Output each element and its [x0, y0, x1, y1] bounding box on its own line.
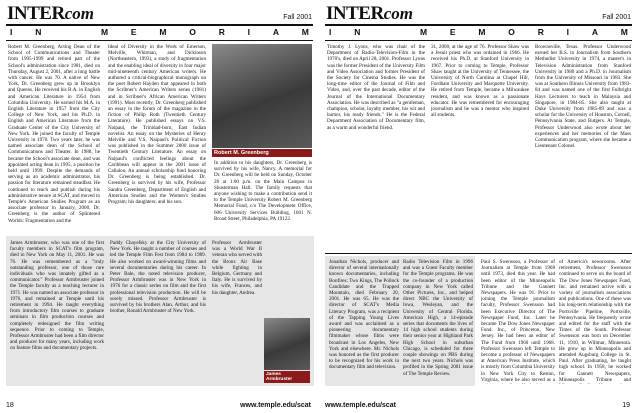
banner-gap [64, 27, 78, 38]
page-header [325, 2, 632, 26]
obituary-greenberg-col2: Ideal of Diversity in the Work of Emerson, Melville, Whitman, and Dickinson (Northeastern, 1993), a study of fragmentation and the enabling ideal of diversity in four major mid-nineteenth century American writers. He authored a critical-biographical monograph on the poet Robert Hayden that appeared in both the Scribner's American Writers series (1981) and in Scribner's African American Writers (1991). Most recently, Dr. Greenberg published an essay in the forum of the magazine in the fiction of Philip Roth (Twentieth Century Literature). He published essays on V.S. Naipaul, the Trinidad-born, East Indian novelist. An essay on the Mysteries of Henry Melville and V.S. Naipaul's Political Fiction was published in the Summer 2000 issue of Twentieth Century Literature. An essay on Naipaul's conflicted feelings about the Caribbean will appear in the 2001 issue of Callaloo. An annual scholarship fund honoring Dr. Greenberg is being established. Dr. Greenberg is survived by his wife, Professor Sandra Greenberg, Department of English and American Studies and the Women's Studies Program; his daughters; and his son. [108, 44, 206, 206]
banner-letter: I [247, 27, 251, 37]
issue-date: Fall 2001 [602, 14, 631, 21]
banner-letter: M [159, 27, 167, 37]
issue-date: Fall 2001 [283, 14, 312, 21]
footer-url[interactable]: www.temple.edu/scat [240, 402, 311, 409]
in-memoriam-banner [6, 27, 313, 38]
banner-letter: I [566, 27, 570, 37]
page-number: 18 [6, 402, 14, 409]
obituary-armbruster-col2: Paddy Chayefsky at the City University of New York. He taught a number of courses and led the Temple Film Fest from 1984 to 1989. He also worked on award-winning films and several documentaries during his career. In Peter Bale, the noted television producer, Professor Armbruster was in New York in 1976 for a classic series on film and the first professional television production. He will be sorely missed. Professor Armbruster is survived by his brothers Alan, Arthur, and his brother, Ronald Armbruster of New York. [110, 240, 206, 315]
obituary-shaw-col: 31, 2000, at the age of 76. Professor Shaw was a Jesuit priest who was ordained in 1966. He received his Ph.D. at Stanford University in 1967. Prior to coming to Temple, Professor Shaw taught at the University of Tennessee, the University of North Carolina at Chapel Hill, Fordham University and Marquette University. He retired from Temple, became a Milwaukee resident, and was known as a passionate educator. He was remembered for encouraging journalism and he was a mentor who inspired all students. [431, 44, 529, 119]
banner-letter: I [329, 27, 332, 37]
banner-letter: R [537, 27, 544, 37]
banner-letter: M [100, 27, 109, 37]
banner-letter: O [189, 27, 196, 37]
banner-letter: A [272, 27, 279, 37]
obituary-greenberg-col1: Robert M. Greenberg, Acting Dean of the School of Communications and Theater from 1995-1999 and retired part of the School's administration since 1981, died on Thursday, August 2, 2001, after a long battle with cancer. He was 70. A native of New York, Dr. Greenberg grew up in Brooklyn and Queens. He received his B.A. in English and American Literature in 1954 from Columbia University. He earned his M.A. in English Literature in 1957 from the City College of New York, and his Ph.D. in English and American Literature from the Graduate Center of the City University of New York. He joined the faculty of Temple University in 1970. Two years later, he was named associate dean of the School of Communications and Theater. In 1988, he became the School's associate dean, and was appointed acting dean in 1995, a position he held until 1999. Despite the demands of serving as an academic administrator, his passion for literature remained steadfast. He continued to teach and publish during his administrative tenure at SCAT, and moved to Temple's American Studies Program as an associate professor in January, 2000. Dr. Greenberg is the author of Splintered Worlds: Fragmentation and the [8, 44, 100, 224]
photo-caption: James Armbruster [264, 371, 310, 383]
banner-letter: N [354, 27, 361, 37]
obituary-armbruster-col3: Professor Armbruster was a World War II veteran who served with the Bronx Air Base while fighting in Belgium, Germany and Italy. He is survived by his wife, Frances, and his daughter, Andrea. [212, 240, 262, 296]
divider [325, 40, 632, 41]
banner-letter: E [130, 27, 137, 37]
banner-letter: R [218, 27, 225, 37]
in-memoriam-banner [325, 27, 632, 38]
banner-gap [383, 27, 397, 38]
page-number: 19 [622, 402, 630, 409]
banner-letter: N [35, 27, 42, 37]
logo-inter: INTER [7, 3, 65, 24]
obituary-armbruster-col1: James Armbruster, who was one of the first faculty members in SCAT's film program, died in New York on May 11, 2001. He was 76. He was remembered as a "truly outstanding professor, one of those rare individuals who was innately gifted as a communicator." Professor Armbruster joined the Temple faculty as a teaching lecturer in 1971. He was named an associate professor in 1976, and remained at Temple until his retirement in 1994. He taught everything from introductory film courses to graduate seminars in film production courses and completely redesigned the film writing sequence. Prior to coming to Temple, Professor Armbruster had been a film director and producer for many years, including work on feature films and documentary projects. [10, 240, 104, 352]
banner-letter: M [620, 27, 628, 37]
photo-caption: Robert M. Greenberg [212, 149, 312, 157]
intercom-logo [7, 4, 94, 23]
intercom-logo [326, 4, 413, 23]
divider [6, 40, 313, 41]
obituary-underwood-col: Brownsville, Texas. Professor Underwood earned her B.S. in Journalism from Southern Methodist University in 1974, a master's in Television Administration from Stanford University in 1980 and a Ph.D. in Journalism from the University of Missouri in 1983. She was at Southern Illinois University from 1983-84 and was named one of the first Fulbright Hays Lecturers to teach in Malaysia and Singapore, in 1984-85. She also taught at Duke University from 1985-89 and was a scholar for the University of Houston, Cornell, Pennsylvania State, and Rutgers. At Temple, Professor Underwood also wrote about her experiences and her memories of the Mass Communication program, where she became a Lieutenant Colonel. [535, 44, 631, 150]
obituary-greenberg-col3: In addition to his daughters, Dr. Greenberg is survived by his wife, Nancy. A memorial for Dr. Greenberg will be held on Sunday, October 28 at 1:00 p.m. on the Main Campus in Shusterman Hall. The family requests that anyone wishing to make a contribution send it to the Temple University Robert M. Greenberg Memorial Fund, c/o The Development Office, 606 University Services Building, 1601 N. Broad Street, Philadelphia, PA 19122. [214, 160, 312, 222]
banner-letter: O [508, 27, 515, 37]
obituary-nichols-col2: Radio Television Film in 1996 and was a Guest Faculty member for the Temple programs. He was the co-founder of a production company in New York called Other Pictures, Inc., and helped direct NBC the University of Iowa, Wesleyan, and the University of Central Florida. American High, a 14-episode series that documents the lives of 14 high school students during their senior year at Highland Park High School in suburban Chicago, is scheduled for three couple showings on PBS during the next two years. Nichols was profiled in the Spring 2001 issue of The Temple Review. [403, 259, 473, 377]
banner-letter: M [478, 27, 486, 37]
divider [325, 253, 632, 254]
banner-letter: M [301, 27, 309, 37]
obituary-nichols-col1: Jonathan Nichols, producer and director of several internationally known documentaries, including Bonfires: Two Kings, The Pollock Candidate and the Trapped Mountain, died February 20, 2001. He was 65. He was the director of SCAT's Media Literacy Program, was a recipient of the Tapping Young Lives award and was acclaimed as a pioneering documentary filmmaker whose films were broadcast in Los Angeles, New York and elsewhere. Mr. Nichols was honored as the first producer to be recognized for his work in documentary film and television. [329, 259, 399, 371]
banner-letter: E [449, 27, 456, 37]
obituary-swensson-col1: Paul S. Swensson, a Professor of Journalism at Temple from 1968 until 1973, died this year. He had been editor of the Minneapolis Tribune and the Gannett Newspapers. He was 91. Prior to joining the Temple journalism faculty, Professor Swensson had been Executive Director of The Newspaper Fund, Inc. Later he became The Dow Jones Newspaper Fund. Inc., of Princeton, New Jersey. He had been an editor of The Fund from 1960 until 1968. Professor Swensson left Temple to become a professor of Newspapers at American Press Institute, which is mostly from Columbia University in New York City to Reston, Virginia, where he also served as a [481, 259, 555, 383]
page-header [6, 2, 313, 26]
armbruster-photo [264, 318, 310, 370]
logo-com: com [383, 4, 413, 23]
right-page [319, 0, 638, 413]
obituary-lyons-col: Timothy J. Lyons, who was chair of the Department of Radio-Television-Film in the 1970's, died on April 28, 2001. Professor Lyons was the former President of the University Film and Video Association and former President of the Society for Cinema Studies. He was the long-time editor of the Journal of Film and Video, and, over the past decade, editor of the Journal of the International Documentary Association. He was described as "a gentleman, champion, scholar, loyalty member, his wit and humor, his ready friends." He is the Federal Department Association of Documentary film, as a warm and wonderful friend. [327, 44, 425, 131]
greenberg-photo [212, 44, 312, 148]
banner-letter: M [419, 27, 428, 37]
banner-letter: I [10, 27, 13, 37]
obituary-swensson-col2: of America's newsrooms. After retirement, Professor Swensson continued to serve on the board of The Dow Jones Newspaper Fund, Inc. and remained active with a variety of journalism associations and publications. One of these was his long-term relationship with the Portsville Pipeline, Portsville, Pennsylvania. He frequently wrote and edited for the staff with the Times of the South. Professor Swensson was born on December 11, 1910, in Willmar, Minnesota. He grew up in Minneapolis and attended Augsburg College in St. Paul. After graduating, he taught high school. In 1958, he worked for Gannett Newspapers, Minneapolis Tribune and [559, 259, 631, 383]
banner-letter: A [591, 27, 598, 37]
logo-com: com [64, 4, 94, 23]
logo-inter: INTER [326, 3, 384, 24]
footer-url[interactable]: www.temple.edu/scat [325, 402, 396, 409]
